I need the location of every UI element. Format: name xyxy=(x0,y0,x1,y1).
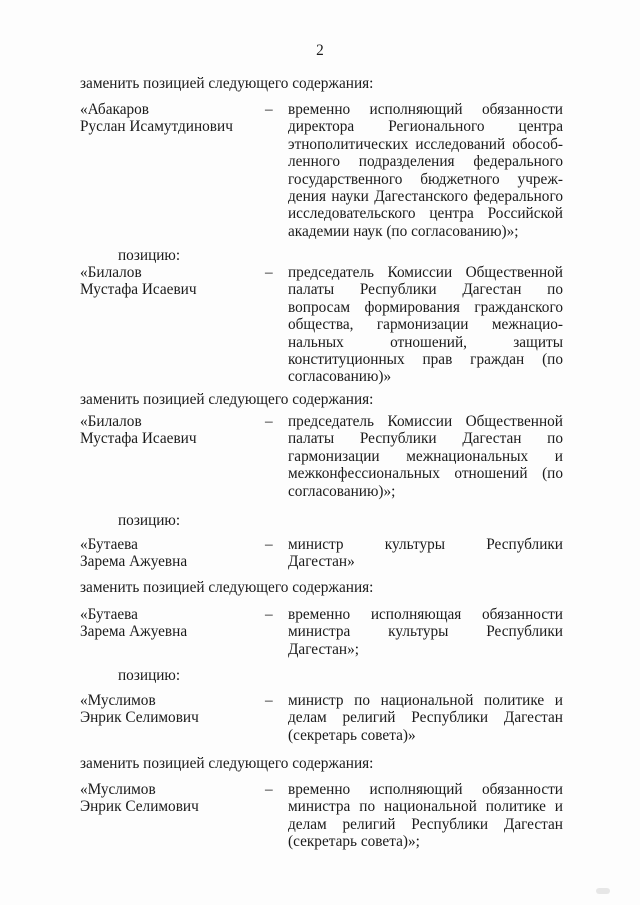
description-line: временно исполняющий обязанности xyxy=(288,781,563,798)
description-line: академии наук (по согласованию)»; xyxy=(288,222,519,240)
member-surname: «Муслимов xyxy=(80,781,156,798)
description-line: вопросам формирования гражданского xyxy=(288,298,563,316)
position-label: позицию: xyxy=(118,512,181,529)
entry-dash: – xyxy=(265,264,273,281)
member-surname: «Билалов xyxy=(80,413,142,430)
description-line: делам религий Республики Дагестан xyxy=(288,709,563,727)
member-position-description xyxy=(288,536,563,571)
member-surname: «Бутаева xyxy=(80,606,138,623)
member-surname: «Муслимов xyxy=(80,692,156,709)
replace-heading: заменить позицией следующего содержания: xyxy=(80,75,374,92)
description-line: общества, гармонизации межнацио- xyxy=(288,316,563,334)
description-line: (секретарь совета)»; xyxy=(288,833,420,851)
description-line: временно исполняющая обязанности xyxy=(288,606,563,623)
description-line: председатель Комиссии Общественной xyxy=(288,413,563,430)
member-surname: «Бутаева xyxy=(80,536,138,553)
page-number: 2 xyxy=(316,42,324,59)
description-line: государственного бюджетного учреж- xyxy=(288,170,563,188)
member-position-description xyxy=(288,692,563,744)
replace-heading: заменить позицией следующего содержания: xyxy=(80,391,374,408)
description-line: этнополитических исследований обособ- xyxy=(288,135,563,153)
member-given-names: Мустафа Исаевич xyxy=(80,430,197,448)
entry-dash: – xyxy=(265,101,273,118)
position-label: позицию: xyxy=(118,667,181,684)
position-label: позицию: xyxy=(118,247,181,264)
member-given-names: Энрик Селимович xyxy=(80,798,199,816)
description-line: конституционных прав граждан (по xyxy=(288,351,563,369)
description-line: согласованию)»; xyxy=(288,482,396,500)
entry-dash: – xyxy=(265,536,273,553)
member-given-names: Мустафа Исаевич xyxy=(80,281,197,299)
member-surname: «Билалов xyxy=(80,264,142,281)
description-line: председатель Комиссии Общественной xyxy=(288,264,563,281)
description-line: министра по национальной политике и xyxy=(288,798,563,816)
description-line: согласованию)» xyxy=(288,368,392,386)
description-line: временно исполняющий обязанности xyxy=(288,101,563,118)
replace-heading: заменить позицией следующего содержания: xyxy=(80,579,374,596)
scan-artifact xyxy=(596,888,610,894)
description-line: министра культуры Республики xyxy=(288,623,563,641)
entry-dash: – xyxy=(265,781,273,798)
description-line: Дагестан» xyxy=(288,553,355,571)
entry-dash: – xyxy=(265,413,273,430)
member-surname: «Абакаров xyxy=(80,101,150,118)
member-given-names: Зарема Ажуевна xyxy=(80,553,188,571)
member-position-description xyxy=(288,264,563,386)
description-line: (секретарь совета)» xyxy=(288,726,416,744)
member-position-description xyxy=(288,101,563,240)
entry-dash: – xyxy=(265,606,273,623)
description-line: палаты Республики Дагестан по xyxy=(288,430,563,448)
replace-heading: заменить позицией следующего содержания: xyxy=(80,755,374,772)
description-line: министр по национальной политике и xyxy=(288,692,563,709)
description-line: межконфессиональных отношений (по xyxy=(288,465,563,483)
member-position-description xyxy=(288,781,563,851)
member-position-description xyxy=(288,606,563,658)
member-given-names: Зарема Ажуевна xyxy=(80,623,188,641)
description-line: гармонизации межнациональных и xyxy=(288,447,563,465)
description-line: ленного подразделения федерального xyxy=(288,153,563,171)
description-line: палаты Республики Дагестан по xyxy=(288,281,563,299)
member-position-description xyxy=(288,413,563,500)
member-given-names: Руслан Исамутдинович xyxy=(80,118,233,136)
description-line: министр культуры Республики xyxy=(288,536,563,553)
description-line: исследовательского центра Российской xyxy=(288,205,563,223)
entry-dash: – xyxy=(265,692,273,709)
description-line: директора Регионального центра xyxy=(288,118,563,136)
description-line: делам религий Республики Дагестан xyxy=(288,815,563,833)
member-given-names: Энрик Селимович xyxy=(80,709,199,727)
description-line: дения науки Дагестанского федерального xyxy=(288,188,563,206)
description-line: нальных отношений, защиты xyxy=(288,333,563,351)
description-line: Дагестан»; xyxy=(288,640,360,658)
